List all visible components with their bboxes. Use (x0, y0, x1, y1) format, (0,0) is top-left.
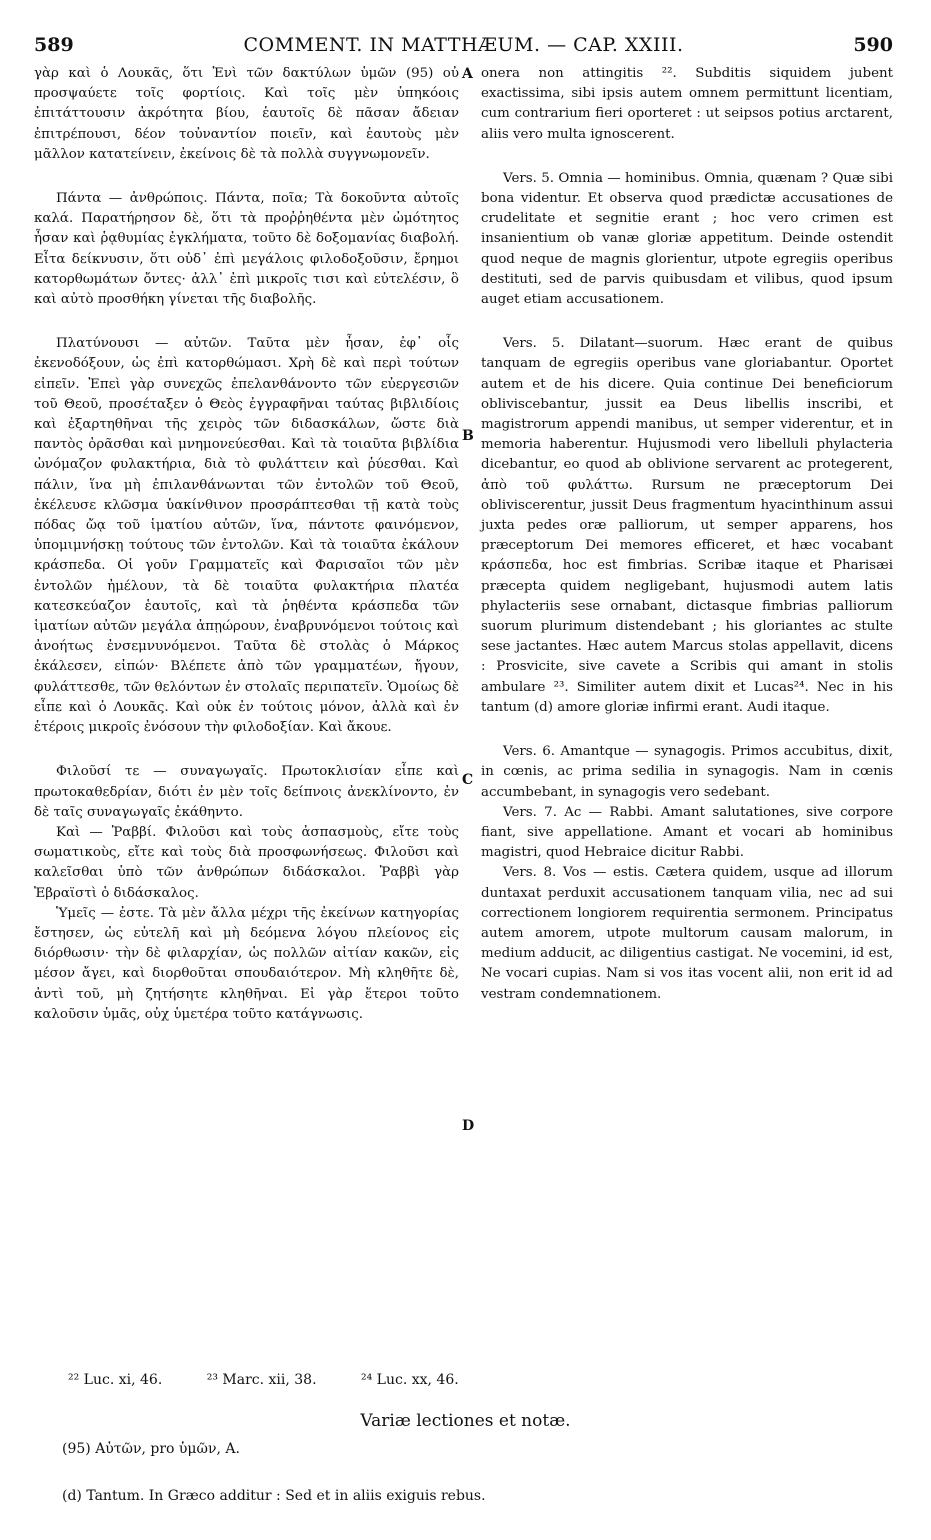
greek-paragraph: γὰρ καὶ ὁ Λουκᾶς, ὅτι Ἑνὶ τῶν δακτύλων ὑμῶν (95) οὐ προσψαύετε τοῖς φορτίοις. Καὶ τοῖς μὲν ὑπηκόοις ἐπιτάττουσιν ἀκρότητα βίου, ἑαυτοῖς δὲ πᾶσαν ἄδειαν ἐπιτρέπουσι, δέον τοὐναντίον ποιεῖν, καὶ ἑαυτοὺς μὲν μᾶλλον κατατείνειν, ἐκείνοις δὲ τὰ πολλὰ συγγνωμονεῖν. (34, 66, 459, 162)
footnotes (68, 1372, 499, 1388)
margin-letter-d: D (462, 1118, 475, 1134)
latin-column (481, 64, 893, 1005)
notes-heading: Variæ lectiones et notæ. (360, 1411, 571, 1431)
page-number-left: 589 (34, 34, 74, 56)
greek-paragraph: Φιλοῦσί τε — συναγωγαῖς. Πρωτοκλισίαν εἶπε καὶ πρωτοκαθεδρίαν, διότι ἐν μὲν τοῖς δείπνοις ἀνεκλίνοντο, ἐν δὲ ταῖς συναγωγαῖς ἐκάθηντο. (34, 764, 459, 820)
margin-letter-b: B (462, 428, 474, 444)
greek-paragraph: Πάντα — ἀνθρώποις. Πάντα, ποῖα; Τὰ δοκοῦντα αὐτοῖς καλά. Παρατήρησον δὲ, ὅτι τὰ προῤῥηθέντα μὲν ὠμότητος ἦσαν καὶ ῥᾳθυμίας ἐγκλήματα, τοῦτο δὲ δοξομανίας διαβολή. Εἶτα δείκνυσιν, ὅτι οὐδ᾽ ἐπὶ μεγάλοις φιλοδοξοῦσιν, ἔρημοι κατορθωμάτων ὄντες· ἀλλ᾽ ἐπὶ μικροῖς τισι καὶ εὐτελέσιν, ὃ καὶ αὐτὸ προσθήκη γίνεται τῆς διαβολῆς. (34, 191, 459, 308)
footnote: ²³ Marc. xii, 38. (206, 1372, 317, 1388)
footnote: ²⁴ Luc. xx, 46. (361, 1372, 459, 1388)
greek-paragraph: Πλατύνουσι — αὐτῶν. Ταῦτα μὲν ἦσαν, ἐφ᾽ οἷς ἐκενοδόξουν, ὡς ἐπὶ κατορθώμασι. Χρὴ δὲ καὶ περὶ τούτων εἰπεῖν. Ἐπεὶ γὰρ συνεχῶς ἐπελανθάνοντο τῶν εὐεργεσιῶν τοῦ Θεοῦ, προσέταξεν ὁ Θεὸς ἐγγραφῆναι ταύτας βιβλιδίοις καὶ ἐξαρτηθῆναι τῆς χειρὸς τῶν διδασκάλων, ὥστε διὰ παντὸς ὁρᾶσθαι καὶ μνημονεύεσθαι. Καὶ τὰ τοιαῦτα βιβλίδια ὠνόμαζον φυλακτήρια, διὰ τὸ φυλάττειν καὶ ῥύεσθαι. Καὶ πάλιν, ἵνα μὴ ἐπιλανθάνωνται τῶν ἐντολῶν τοῦ Θεοῦ, ἐκέλευσε κλῶσμα ὑακίνθινον προσράπτεσθαι τῇ κατὰ τοὺς πόδας ὤᾳ τοῦ ἱματίου αὐτῶν, ἵνα, πάντοτε φαινόμενον, ὑπομιμνήσκῃ τούτους τῶν ἐντολῶν. Καὶ τὰ τοιαῦτα ἐκάλουν κράσπεδα. Οἱ γοῦν Γραμματεῖς καὶ Φαρισαῖοι τῶν μὲν ἐντολῶν ἠμέλουν, τὰ δὲ τοιαῦτα φυλακτήρια πλατέα κατεσκεύαζον ἑαυτοῖς, καὶ τὰ ῥηθέντα κράσπεδα τῶν ἱματίων αὐτῶν μεγάλα ἀπῃώρουν, ἐναβρυνόμενοι τούτοις καὶ ἀνοήτως ἐνσεμνυνόμενοι. Ταῦτα δὲ στολὰς ὁ Μάρκος ἐκάλεσεν, εἰπών· Βλέπετε ἀπὸ τῶν γραμματέων, ἤγουν, φυλάττεσθε, τῶν θελόντων ἐν στολαῖς περιπατεῖν. Ὁμοίως δὲ εἶπε καὶ ὁ Λουκᾶς. Καὶ οὐκ ἐν τούτοις μόνον, ἀλλὰ καὶ ἐν ἑτέροις μικροῖς ἐνόσουν τὴν φιλοδοξίαν. Καὶ ἄκουε. (34, 336, 459, 736)
running-title: COMMENT. IN MATTHÆUM. — CAP. XXIII. (243, 34, 684, 56)
greek-paragraph: Ὑμεῖς — ἐστε. Τὰ μὲν ἄλλα μέχρι τῆς ἐκείνων κατηγορίας ἔστησεν, ὡς εὐτελῆ καὶ μὴ δεόμενα λόγου πλείονος εἰς διόρθωσιν· τὴν δὲ φιλαρχίαν, ὡς πολλῶν αἰτίαν κακῶν, εἰς μέσον ἄγει, καὶ διορθοῦται σπουδαιότερον. Μὴ κληθῆτε δὲ, ἀντὶ τοῦ, μὴ ζητήσητε κληθῆναι. Εἰ γὰρ ἕτεροι τοῦτο καλοῦσιν ὑμᾶς, οὐχ ὑμετέρα τοῦτο κατάγνωσις. (34, 905, 459, 1022)
variant-note: (d) Tantum. In Græco additur : Sed et in aliis exiguis rebus. (62, 1488, 486, 1504)
margin-letter-a: A (462, 66, 473, 82)
running-header (34, 34, 893, 60)
latin-paragraph: Vers. 7. Ac — Rabbi. Amant salutationes, sive corpore fiant, sive appellatione. Amant et vocari ab hominibus magistri, quod Hebraice dicitur Rabbi. (481, 804, 893, 861)
latin-paragraph: onera non attingitis ²². Subditis siquidem jubent exactissima, sibi ipsis autem omnem permittunt licentiam, cum contrarium fieri oporteret : ut seipsos potius arctarent, aliis vero multa ignoscerent. (481, 66, 893, 142)
page-number-right: 590 (853, 34, 893, 56)
greek-column (34, 64, 459, 1025)
latin-paragraph: Vers. 5. Omnia — hominibus. Omnia, quænam ? Quæ sibi bona videntur. Et observa quod prædictæ accusationes de crudelitate et segnitie erant ; hoc vero crimen est insanientium ob vanæ gloriæ appetitum. Deinde ostendit quod neque de magnis glorientur, utpote egregiis operibus destituti, sed de parvis quibusdam et vilibus, quod ipsum auget etiam accusationem. (481, 170, 893, 308)
margin-letter-c: C (462, 772, 474, 788)
greek-paragraph: Καὶ — Ῥαββί. Φιλοῦσι καὶ τοὺς ἀσπασμοὺς, εἴτε τοὺς σωματικοὺς, εἴτε καὶ τοὺς διὰ προσφωνήσεως. Φιλοῦσι καὶ καλεῖσθαι ὑπὸ τῶν ἀνθρώπων διδάσκαλοι. Ῥαββὶ γὰρ Ἑβραϊστὶ ὁ διδάσκαλος. (34, 824, 459, 901)
latin-paragraph: Vers. 5. Dilatant—suorum. Hæc erant de quibus tanquam de egregiis operibus vane gloriabantur. Oportet autem et de his dicere. Quia continue Dei beneficiorum obliviscebantur, jussit ea Deus libellis inscribi, et magistrorum appendi manibus, ut semper viderentur, et in memoria haberentur. Hujusmodi vero libelluli phylacteria dicebantur, eo quod ab oblivione servarent ac protegerent, ἀπὸ τοῦ φυλάττω. Rursum ne præceptorum Dei obliviscerentur, jussit Deus fragmentum hyacinthinum assui juxta pedes oræ palliorum, ut semper apparens, hos præceptorum Dei memores efficeret, et hæc vocabant κράσπεδα, hoc est fimbrias. Scribæ itaque et Pharisæi præcepta quidem negligebant, hujusmodi autem latis phylacteriis sese ornabant, dictasque fimbrias palliorum suorum plurimum distendebant ; his gloriantes ac stulte sese jactantes. Hæc autem Marcus stolas appellavit, dicens : Prosvicite, sive cavete a Scribis qui amant in stolis ambulare ²³. Similiter autem dixit et Lucas²⁴. Nec in his tantum (d) amore gloriæ infirmi erant. Audi itaque. (481, 336, 893, 715)
footnote: ²² Luc. xi, 46. (68, 1372, 163, 1388)
latin-paragraph: Vers. 8. Vos — estis. Cætera quidem, usque ad illorum duntaxat perduxit accusationem tanquam vilia, nec ad sui correctionem longiorem requirentia sermonem. Principatus autem amorem, utpote multorum causam malorum, in medium adducit, ac diligentius castigat. Ne vocemini, id est, Ne vocari cupias. Nam si vos itas vocent alii, non erit id ad vestram condemnationem. (481, 865, 893, 1002)
variant-note: (95) Αὐτῶν, pro ὑμῶν, A. (62, 1441, 240, 1457)
latin-paragraph: Vers. 6. Amantque — synagogis. Primos accubitus, dixit, in cœnis, ac prima sedilia in synagogis. Nam in cœnis accumbebant, in synagogis vero sedebant. (481, 744, 893, 800)
